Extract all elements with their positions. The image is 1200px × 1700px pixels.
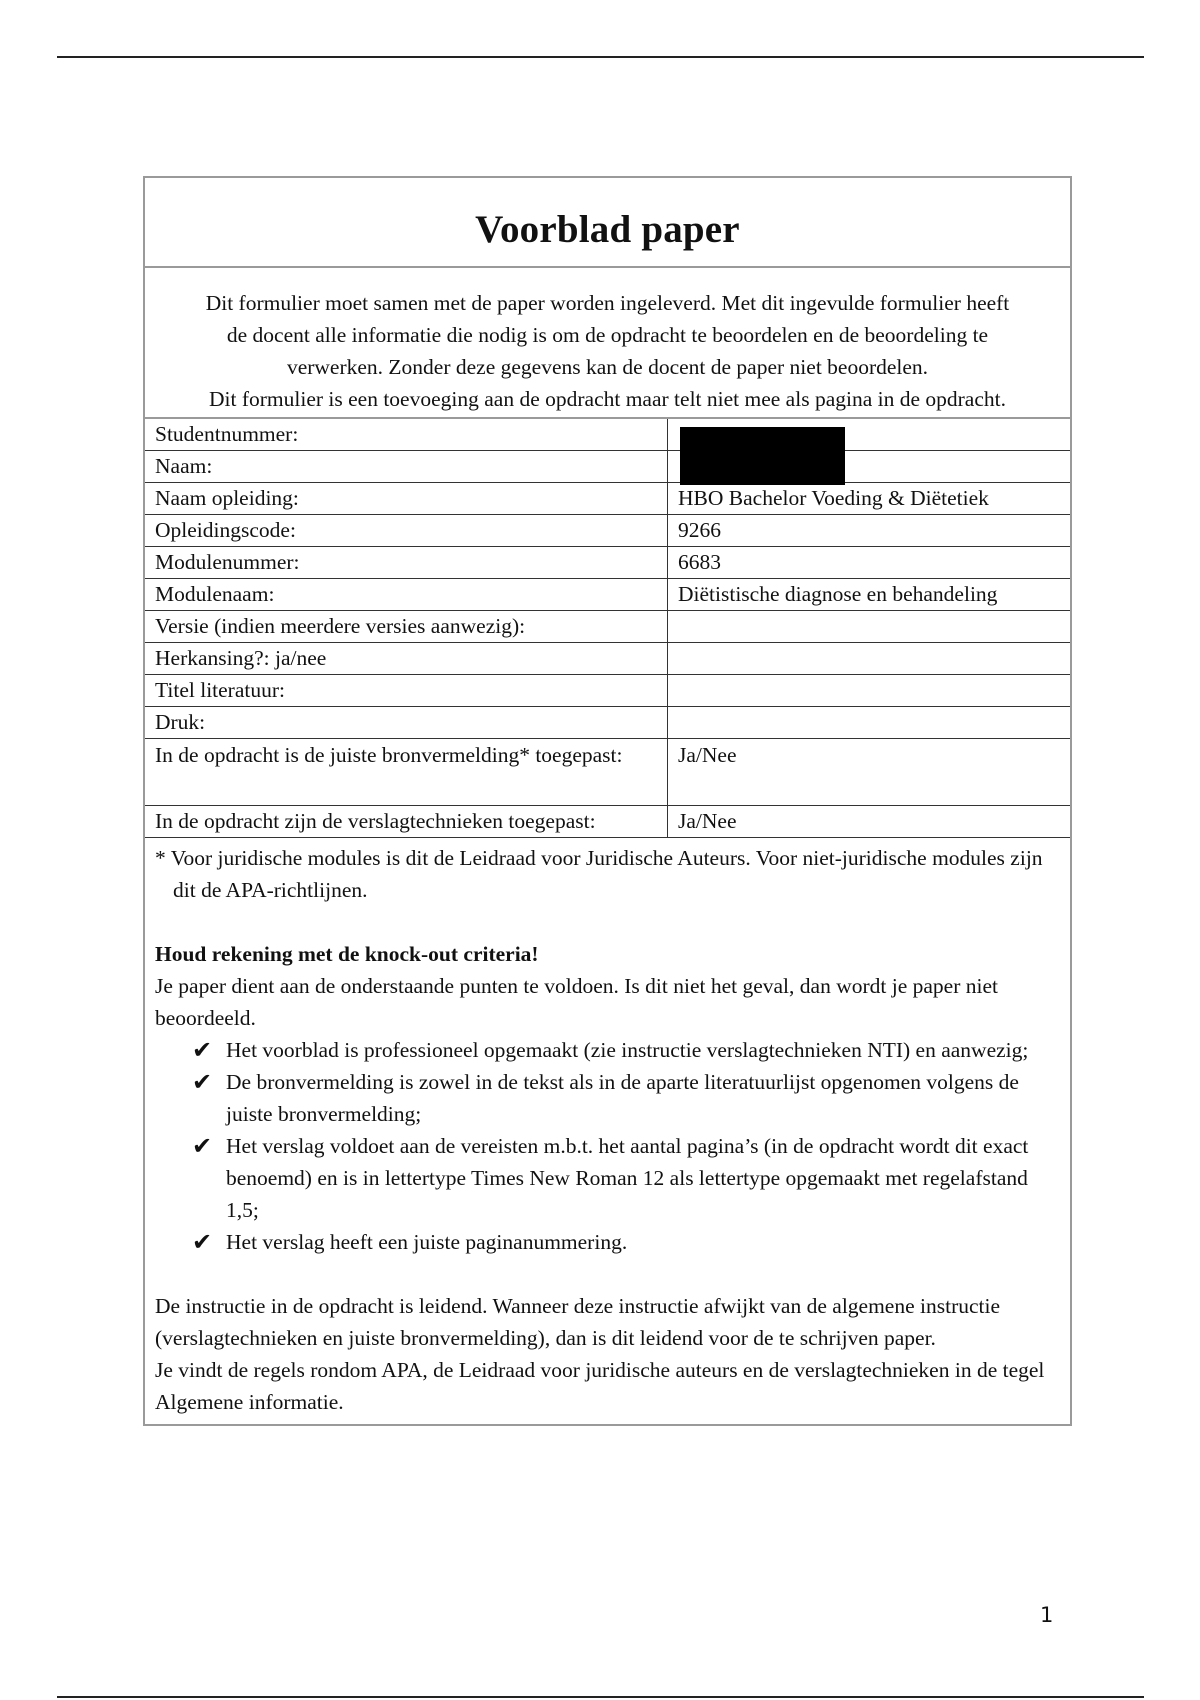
cover-form [143,176,1072,1426]
field-label-studentnummer: Studentnummer: [145,419,668,451]
closing-paragraph: Je vindt de regels rondom APA, de Leidraad voor juridische auteurs en de verslagtechnieken in de tegel Algemene informatie. [155,1358,1045,1414]
check-icon: ✔ [192,1068,213,1096]
field-value-naam-opleiding: HBO Bachelor Voeding & Diëtetiek [668,483,1071,515]
field-label-druk: Druk: [145,707,668,739]
intro-line: Dit formulier moet samen met de paper worden ingeleverd. Met dit ingevulde formulier heeft [205,291,1010,315]
field-label-opleidingscode: Opleidingscode: [145,515,668,547]
check-icon: ✔ [192,1228,213,1256]
redaction-block [680,427,845,485]
field-value-verslagtechnieken: Ja/Nee [668,806,1071,838]
table-row [145,451,1070,483]
page-number: 1 [1040,1603,1054,1627]
header-rule [57,56,1144,58]
field-label-herkansing: Herkansing?: ja/nee [145,643,668,675]
field-value-opleidingscode: 9266 [668,515,1071,547]
field-label-modulenaam: Modulenaam: [145,579,668,611]
table-row [145,707,1070,739]
knockout-title: Houd rekening met de knock-out criteria! [155,942,539,966]
footer-rule [57,1696,1144,1698]
knockout-intro: Je paper dient aan de onderstaande punten te voldoen. Is dit niet het geval, dan wordt je paper niet beoordeeld. [155,974,998,1030]
field-label-naam: Naam: [145,451,668,483]
intro-text [145,268,1070,419]
table-row [145,643,1070,675]
field-value-versie [668,611,1071,643]
table-row [145,579,1070,611]
field-value-bronvermelding: Ja/Nee [668,739,1071,806]
list-item-text: Het verslag heeft een juiste paginanummering. [226,1230,628,1254]
list-item [192,1066,1060,1130]
check-icon: ✔ [192,1036,213,1064]
list-item [192,1034,1060,1066]
table-row [145,547,1070,579]
field-value-druk [668,707,1071,739]
field-value-herkansing [668,643,1071,675]
field-label-versie: Versie (indien meerdere versies aanwezig): [145,611,668,643]
field-value-titel-literatuur [668,675,1071,707]
list-item-text: Het voorblad is professioneel opgemaakt (zie instructie verslagtechnieken NTI) en aanwezig; [226,1038,1029,1062]
intro-line: verwerken. Zonder deze gegevens kan de docent de paper niet beoordelen. [286,355,929,379]
footnote: * Voor juridische modules is dit de Leidraad voor Juridische Auteurs. Voor niet-juridische modules zijn dit de APA-richtlijnen. [155,846,1043,902]
table-row [145,806,1070,838]
table-row [145,419,1070,451]
table-row [145,739,1070,806]
table-row [145,515,1070,547]
closing-paragraph: De instructie in de opdracht is leidend. Wanneer deze instructie afwijkt van de algemene instructie (verslagtechnieken en juiste bronvermelding), dan is dit leidend voor de te schrijven paper. [155,1294,1001,1350]
table-row [145,483,1070,515]
list-item-text: De bronvermelding is zowel in de tekst als in de aparte literatuurlijst opgenomen volgens de juiste bronvermelding; [226,1070,1019,1126]
table-row [145,611,1070,643]
field-label-naam-opleiding: Naam opleiding: [145,483,668,515]
field-label-bronvermelding: In de opdracht is de juiste bronvermelding* toegepast: [145,739,668,806]
field-label-titel-literatuur: Titel literatuur: [145,675,668,707]
list-item [192,1130,1060,1226]
intro-line: Dit formulier is een toevoeging aan de opdracht maar telt niet mee als pagina in de opdracht. [208,387,1006,411]
field-label-modulenummer: Modulenummer: [145,547,668,579]
page-title: Voorblad paper [475,207,740,251]
field-value-modulenummer: 6683 [668,547,1071,579]
list-item-text: Het verslag voldoet aan de vereisten m.b.t. het aantal pagina’s (in de opdracht wordt dit exact benoemd) en is in lettertype Times New Roman 12 als lettertype opgemaakt met regelafstand 1,5; [226,1134,1029,1222]
list-item [192,1226,1060,1258]
knockout-list [155,1034,1060,1258]
title-row [145,178,1070,268]
table-row [145,675,1070,707]
field-value-modulenaam: Diëtistische diagnose en behandeling [668,579,1071,611]
fields-table [145,419,1070,837]
intro-line: de docent alle informatie die nodig is om de opdracht te beoordelen en de beoordeling te [226,323,989,347]
check-icon: ✔ [192,1132,213,1160]
field-label-verslagtechnieken: In de opdracht zijn de verslagtechnieken toegepast: [145,806,668,838]
notes-section [145,837,1070,1424]
